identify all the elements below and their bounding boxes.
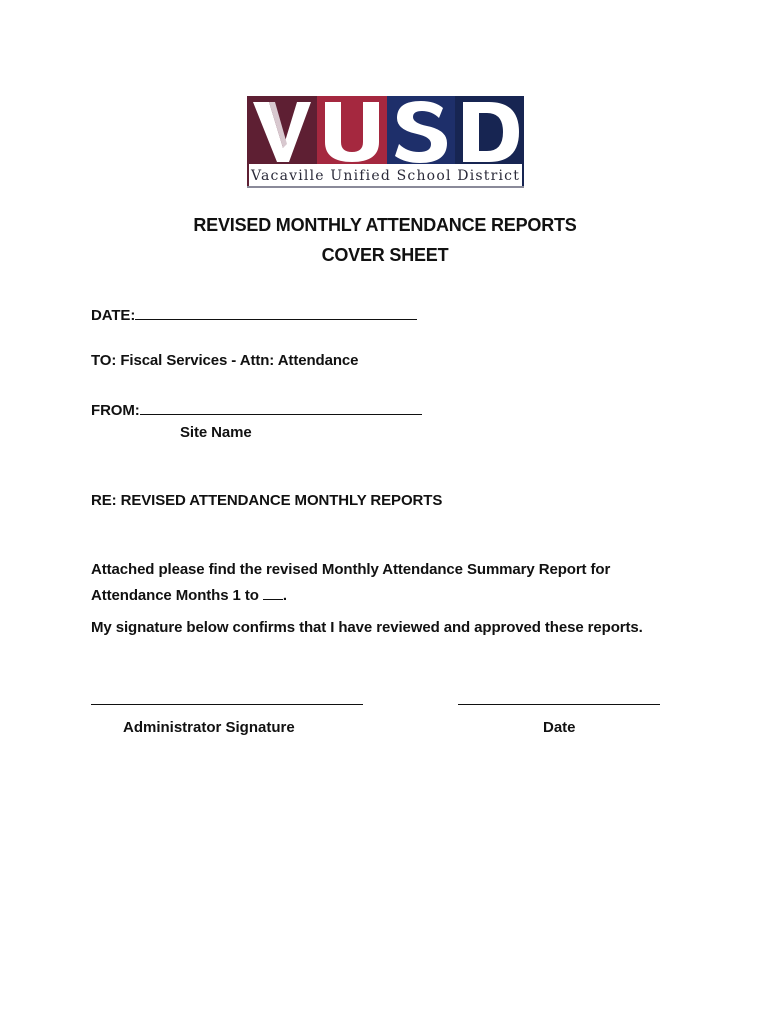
attached-text-prefix: Attendance Months 1 to <box>91 587 263 604</box>
from-row <box>91 400 422 419</box>
date-field-blank[interactable] <box>135 305 417 320</box>
from-label: FROM: <box>91 402 140 419</box>
admin-signature-label: Administrator Signature <box>123 719 295 736</box>
signature-date-field[interactable] <box>458 704 660 705</box>
attached-text-line-1: Attached please find the revised Monthly Attendance Summary Report for <box>91 561 611 578</box>
page-title-line-2: COVER SHEET <box>321 245 449 265</box>
months-field-blank[interactable] <box>263 585 283 600</box>
attached-text-line-2 <box>91 585 287 604</box>
date-label: DATE: <box>91 307 136 324</box>
confirmation-text: My signature below confirms that I have reviewed and approved these reports. <box>91 619 643 636</box>
site-name-caption: Site Name <box>180 424 252 441</box>
re-line: RE: REVISED ATTENDANCE MONTHLY REPORTS <box>91 492 443 509</box>
from-field-blank[interactable] <box>140 400 422 415</box>
page-title-line-1: REVISED MONTHLY ATTENDANCE REPORTS <box>193 215 577 235</box>
to-line: TO: Fiscal Services - Attn: Attendance <box>91 352 359 369</box>
vusd-logo <box>247 96 524 188</box>
admin-signature-field[interactable] <box>91 704 363 705</box>
attached-text-suffix: . <box>282 587 287 604</box>
date-row <box>91 305 417 324</box>
logo-subtitle: Vacaville Unified School District <box>250 168 521 184</box>
signature-date-label: Date <box>543 719 576 736</box>
